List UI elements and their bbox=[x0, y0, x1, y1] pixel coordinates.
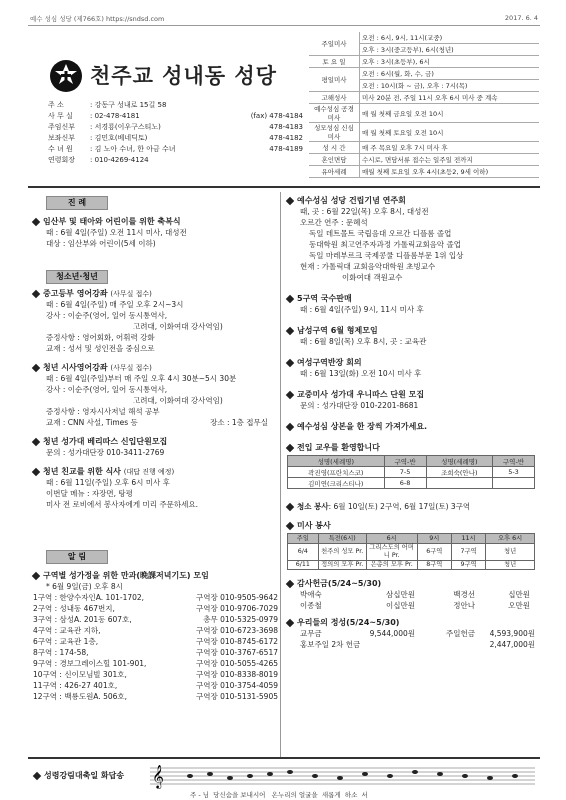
list-item: 11구역 : 426-27 401호, 구역장 010-3754-4059 bbox=[33, 681, 278, 690]
info-row: 보좌신부 : 김민호(베네딕토) 478-4182 bbox=[48, 134, 303, 142]
star-icon bbox=[286, 390, 294, 398]
hymn-lyrics: 주 - 님 당신숨을 보내시어 온누리의 얼굴을 새롭게 하소 서 bbox=[190, 791, 368, 799]
section-jinrye: 진 례 bbox=[46, 196, 108, 210]
table-row: 6/4 천주의 성모 Pr. 그리스도의 어머니 Pr. 6구역 7구역 청년 bbox=[288, 544, 535, 561]
list-item: 8구역 : 174-58, 구역장 010-3767-6517 bbox=[33, 648, 278, 657]
star-icon bbox=[32, 363, 40, 371]
list-item: 10구역 : 신이모님빌 301호, 구역장 010-8338-8019 bbox=[33, 670, 278, 679]
newcomer-table: 성명(세례명) 구역-반 성명(세례명) 구역-반 곽진영(프란치스코) 7-5 조희숙(안나) 5-3 김미연(크리스티나) 6-8 bbox=[287, 455, 535, 489]
star-icon bbox=[286, 294, 294, 302]
music-staff-icon bbox=[150, 762, 535, 790]
star-icon bbox=[32, 571, 40, 579]
list-item: 박애숙 삼십만원 백경선 십만원 bbox=[300, 590, 530, 599]
church-logo-icon bbox=[48, 58, 84, 94]
list-item: 4구역 : 교육관 지하, 구역장 010-6723-3698 bbox=[33, 626, 278, 635]
info-row: 수 녀 원 : 김 노아 수녀, 한 아금 수녀 478-4189 bbox=[48, 145, 303, 153]
list-item: 6구역 : 교육관 1층, 구역장 010-8745-6172 bbox=[33, 637, 278, 646]
table-row: 김미연(크리스티나) 6-8 bbox=[288, 478, 535, 489]
star-icon bbox=[286, 503, 294, 511]
mass-service-table: 주일 특전(6시) 6시 9시 11시 오후 6시 6/4 천주의 성모 Pr. 그리스도의 어머니 Pr. 6구역 7구역 청년 6/11 정의의 모후 Pr. 은총의 모후 Pr. 8구역 9구역 청년 bbox=[287, 533, 535, 570]
youth-items: 중고등부 영어강좌 (사무실 접수) 때 : 6월 4일(주일) 매 주일 오후 2시~3시 강사 : 이순주(영어, 일어 동시통역사, 고려대, 이화여대 강사역임) 증정사항 : 영어회화, 어휘력 강화 교재 : 성서 및 성인전을 중심으로 청년 시사영어강좌 (사무실 접수) 때 : 6월 4일(주일)부터 매 주일 오후 4시 30분~5시 30분 강사 : 이순주(영어, 일어 동시통역사, 고려대, 이화여대 강사역임) 증정사항 : 영자시사저널 해석 공부 교재 : CNN 사설, Times 등 장소 : 1층 접무실 청년 성가대 베리따스 신입단원모집 문의 : 성가대단장 010-3411-2769 청년 친교를 위한 식사 (대답 진행 예정) 때 : 6월 11일(주일) 오후 6시 미사 후 이번달 메뉴 : 자장면, 탕평 미사 전 로비에서 봉사자에게 미리 주문하세요. bbox=[33, 288, 278, 510]
table-row: 6/11 정의의 모후 Pr. 은총의 모후 Pr. 8구역 9구역 청년 bbox=[288, 561, 535, 570]
info-row: 사 무 실 : 02-478-4181 (fax) 478-4184 bbox=[48, 112, 303, 120]
list-item: 이종철 이십만원 정안나 오만원 bbox=[300, 601, 530, 610]
star-icon bbox=[286, 196, 294, 204]
star-icon bbox=[286, 521, 294, 529]
star-icon bbox=[32, 467, 40, 475]
star-icon bbox=[32, 289, 40, 297]
svg-text:𝄞: 𝄞 bbox=[152, 764, 164, 788]
list-item: 교무금 9,544,000원 주일헌금 4,593,900원 bbox=[300, 629, 535, 638]
list-item: 9구역 : 경보그레이스힐 101-901, 구역장 010-5055-4265 bbox=[33, 659, 278, 668]
list-item: 2구역 : 성내동 467번지, 구역장 010-9706-7029 bbox=[33, 604, 278, 613]
footer-label: 성령강림대축일 화답송 bbox=[34, 770, 124, 781]
star-icon bbox=[286, 618, 294, 626]
star-icon bbox=[286, 579, 294, 587]
list-item: 3구역 : 삼성A. 201동 607호, 총무 010-5325-0979 bbox=[33, 615, 278, 624]
section-notice: 알 림 bbox=[46, 550, 108, 564]
left-column: 임산부 및 태아와 어린이를 위한 축복식 때 : 6월 4일(주일) 오전 11시 미사, 대성전 대상 : 임산부와 어린이(5세 이하) bbox=[33, 216, 278, 249]
prayer-meeting: 구역별 성가정을 위한 만과(晩課저녁기도) 모임 * 6월 9일(금) 오후 8시 1구역 : 한양수자인A. 101-1702, 구역장 010-9505-9642 2구역 : 성내동 467번지, 구역장 010-9706-7029 3구역 : 삼성A. 201동 607호, 총무 010-5325-0979 4구역 : 교육관 지하, 구역장 010-6723-3698 6구역 : 교육관 1층, 구역장 010-8745-6172 8구역 : 174-58, 구역장 010-3767-6517 9구역 : 경보그레이스힐 101-901, 구역장 010-5055-4265 10구역 : 신이모님빌 301호, 구역장 010-8338-8019 11구역 : 426-27 401호, 구역장 010-3754-4059 12구역 : 백룡도원A. 506호, 구역장 010-5131-5905 bbox=[33, 571, 278, 701]
star-icon bbox=[286, 422, 294, 430]
info-row: 연령회장 : 010-4269-4124 bbox=[48, 156, 149, 164]
list-item: 홍보주일 2차 헌금 2,447,000원 bbox=[300, 640, 535, 649]
item-title: 임산부 및 태아와 어린이를 위한 축복식 bbox=[33, 216, 278, 227]
issue-info: 예수 성심 성당 (제766호) https://sndsd.com bbox=[30, 15, 165, 23]
star-icon bbox=[286, 358, 294, 366]
church-info bbox=[48, 100, 303, 166]
right-column: 예수성심 성당 건립기념 연주회 때, 곳 : 6월 22일(목) 오후 8시, 대성전 오르간 연주 : 문혜석 독일 데트몰트 국립음대 오르간 디플롬 졸업 동대학원 최고연주자과정 가톨릭교회음악 졸업 독일 마레부르크 국제콩쿨 디플롬부문 1위 입상 현재 : 가톨릭대 교회음악대학원 초빙교수 이화여대 객원교수 5구역 국수판매 때 : 6월 4일(주일) 9시, 11시 미사 후 남성구역 6월 형제모임 때 : 6월 8일(목) 오후 8시, 곳 : 교육관 여성구역반장 회의 때 : 6월 13일(화) 오전 10시 미사 후 교중미사 성가대 우니따스 단원 모집 문의 : 성가대단장 010-2201-8681 예수성심 상본을 한 장씩 가져가세요. 전입 교우를 환영합니다 성명(세례명) 구역-반 성명(세례명) 구역-반 곽진영(프란치스코) 7-5 조희숙(안나) 5-3 김미연(크리스티나) 6-8 청소 봉사: 6월 10일(토) 2구역, 6월 17일(토) 3구역 미사 봉사 주일 특전(6시) 6시 9시 11시 오후 6시 6/4 천주의 성모 Pr. 그리스도의 어머니 Pr. 6구역 7구역 청년 6/11 정의의 모후 Pr. 은총의 모후 Pr. 8구역 9구역 청년 감사헌금(5/24~5/30) 박애숙 삼십만원 백경선 십만원 이종철 이십만원 정안나 오만원 우리들의 정성(5/24~5/30) 교무금 9,544,000원 주일헌금 4,593,900원 홍보주일 2차 헌금 2,447,000원 bbox=[287, 195, 537, 650]
section-youth: 청소년·청년 bbox=[46, 270, 108, 284]
list-item: 1구역 : 한양수자인A. 101-1702, 구역장 010-9505-9642 bbox=[33, 593, 278, 602]
star-icon bbox=[286, 326, 294, 334]
star-icon bbox=[286, 443, 294, 451]
church-name: 천주교 성내동 성당 bbox=[90, 63, 277, 88]
list-item: 12구역 : 백룡도원A. 506호, 구역장 010-5131-5905 bbox=[33, 692, 278, 701]
info-row: 주임신부 : 서경룡(이우구스티노) 478-4183 bbox=[48, 123, 303, 131]
issue-date: 2017. 6. 4 bbox=[504, 14, 538, 22]
star-icon bbox=[32, 437, 40, 445]
star-icon bbox=[32, 217, 40, 225]
info-row: 주 소 : 강동구 성내로 15길 58 bbox=[48, 101, 167, 109]
star-icon bbox=[33, 771, 41, 779]
mass-schedule: 주일미사 오전 : 6시, 9시, 11시(교중) 오후 : 3시(중고등부), 6시(청년) 토 요 일 오후 : 3시(초등부), 6시 평일미사 오전 : 6시(월, 화, 수, 금) 오전 : 10시(화 ~ 금), 오후 : 7시(목) 고해성사 미사 20분 전, 주일 11시 오후 6시 미사 중 계속 예수성심 공경미사 매 월 첫째 금요일 오전 10시 성모성심 신심미사 매 월 첫째 토요일 오전 10시 성 시 간 매 주 목요일 오후 7시 미사 후 혼인면담 수시로, 면담서류 접수는 일주일 전까지 유아세례 매월 첫째 토요일 오후 4시(초등2, 9세 이하) bbox=[309, 32, 539, 178]
table-row: 곽진영(프란치스코) 7-5 조희숙(안나) 5-3 bbox=[288, 467, 535, 478]
